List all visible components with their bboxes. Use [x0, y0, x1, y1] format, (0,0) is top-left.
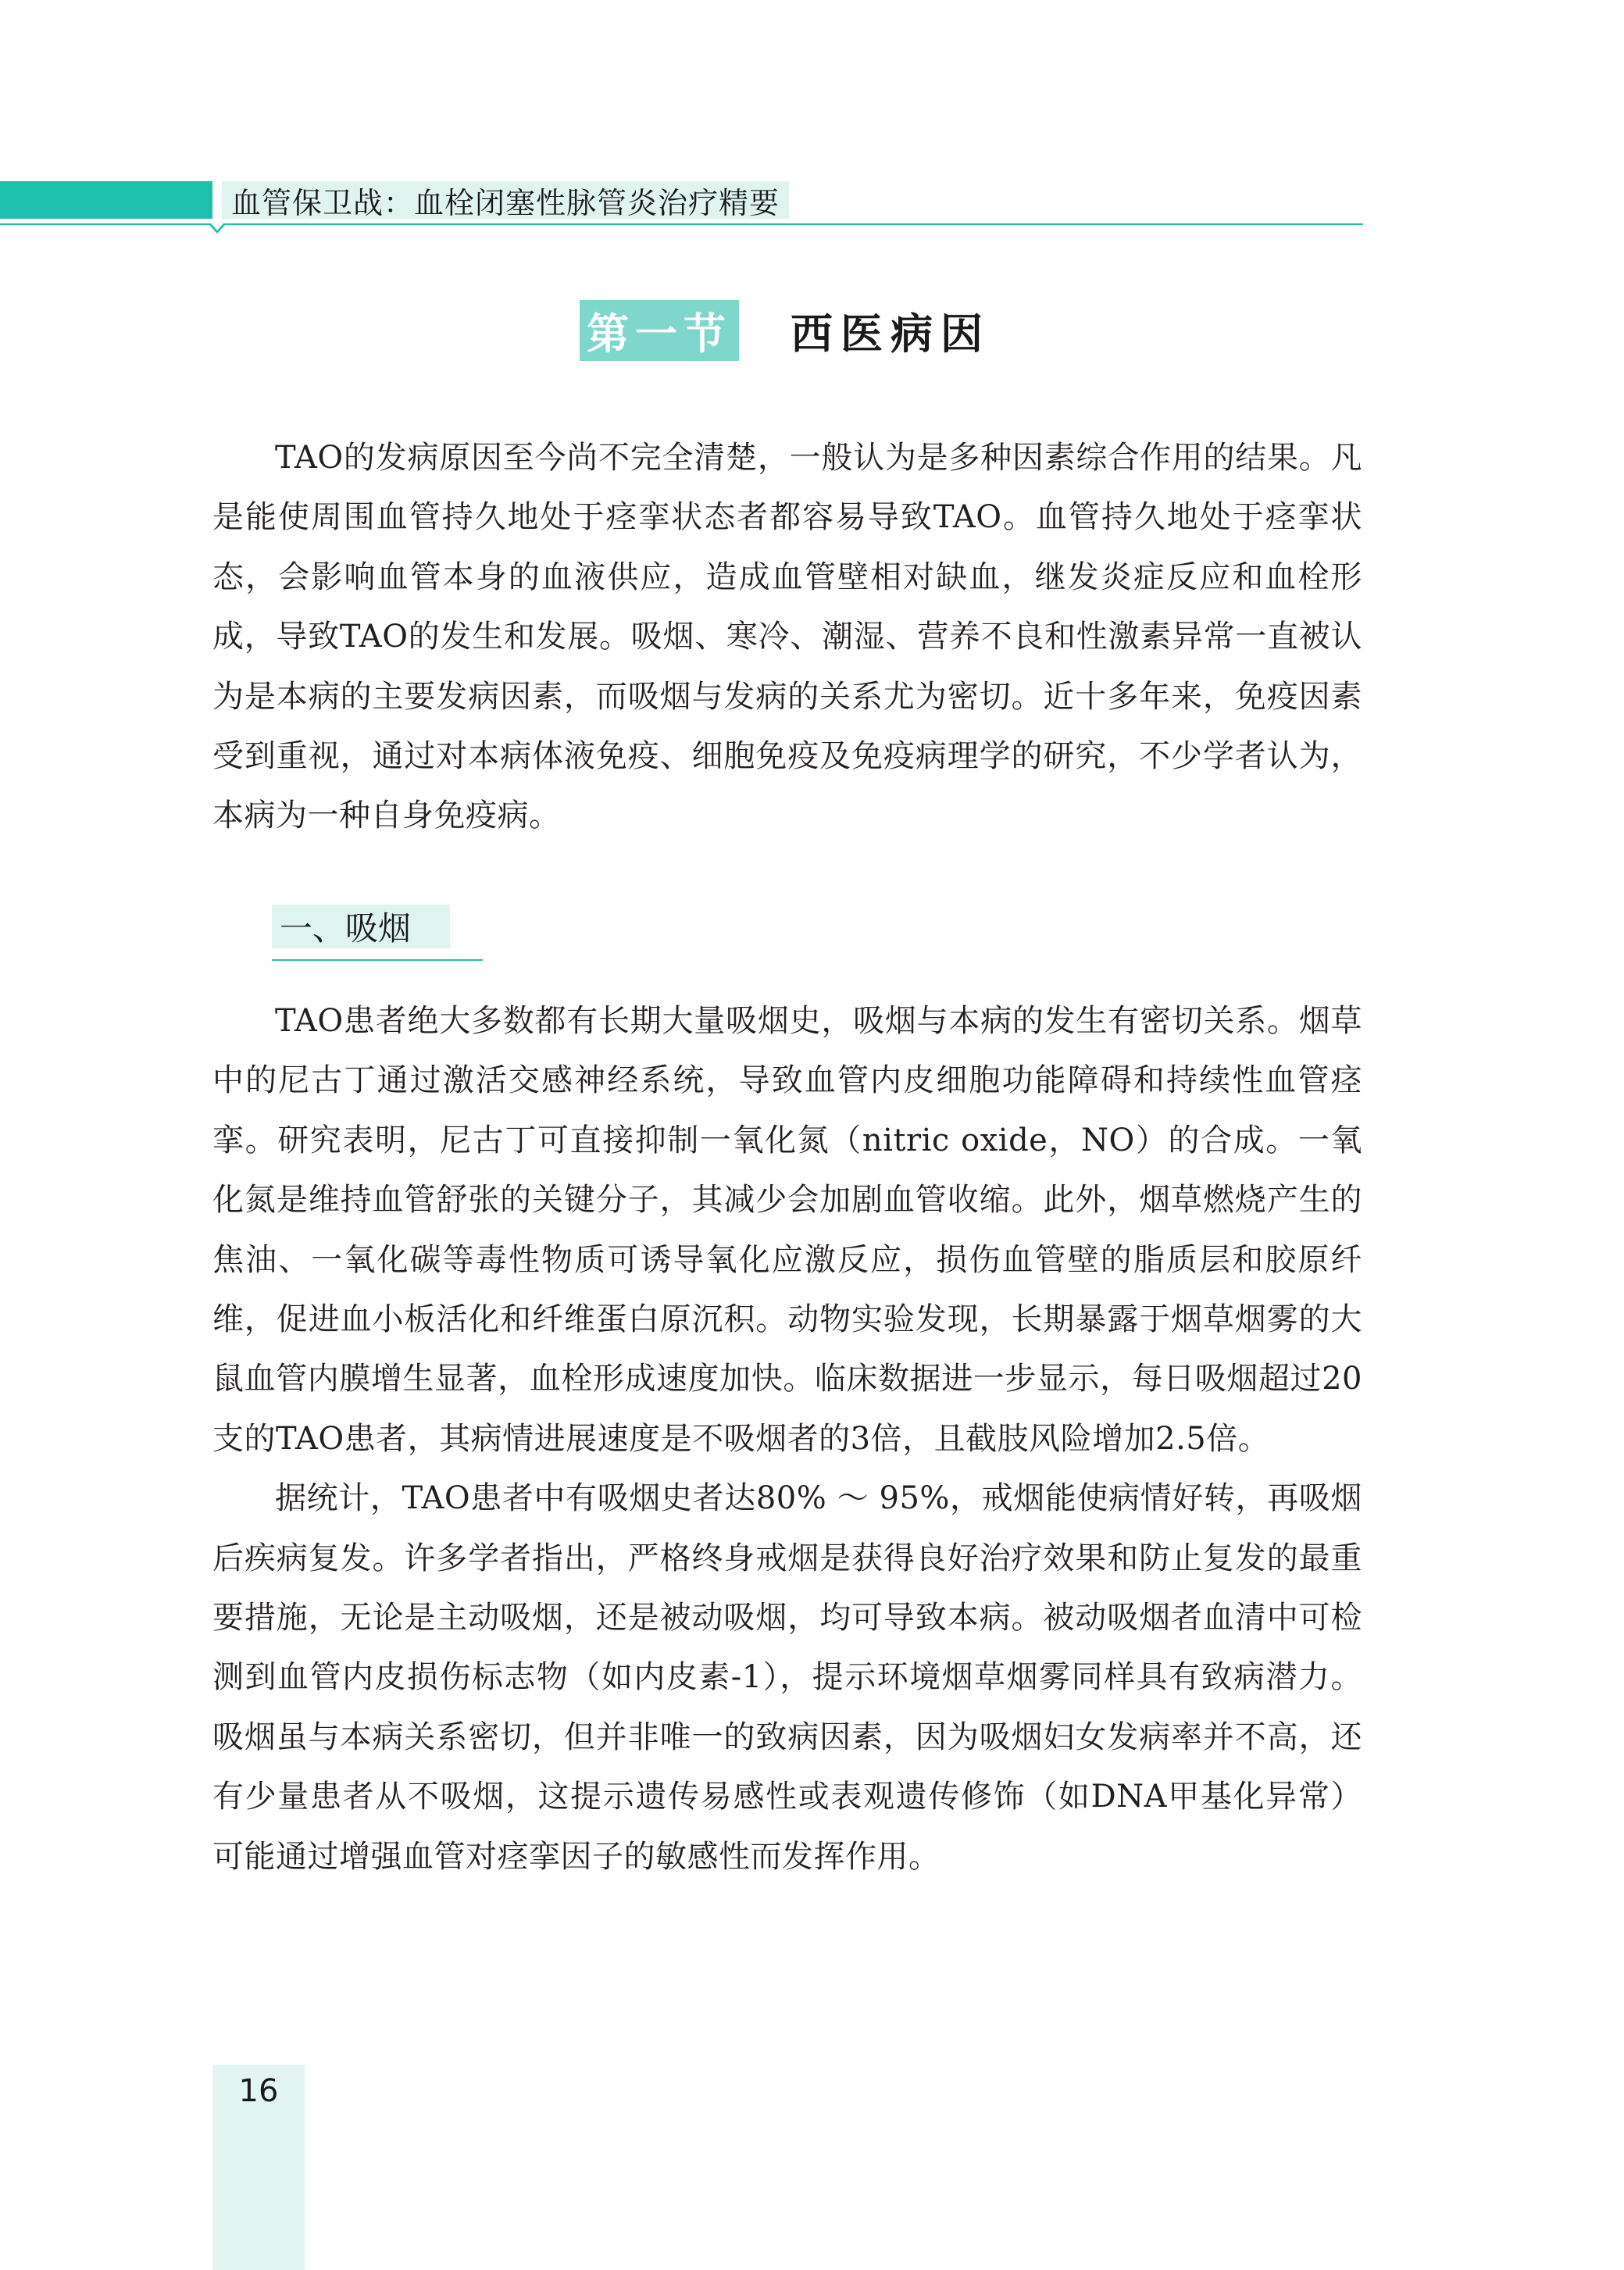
- page-number: 16: [238, 2073, 279, 2109]
- header-rule-notch: [209, 224, 226, 234]
- section-number-label: 第一节: [580, 300, 739, 361]
- subsection-title: 一、吸烟: [280, 909, 412, 948]
- section-heading: [0, 300, 1624, 361]
- subsection-text-block: [212, 991, 1362, 1886]
- header-rule: [0, 223, 1363, 225]
- intro-text-block: [212, 428, 1362, 846]
- book-title: 血管保卫战：血栓闭塞性脉管炎治疗精要: [231, 185, 780, 220]
- running-header-title: [222, 181, 789, 219]
- intro-paragraph: TAO的发病原因至今尚不完全清楚，一般认为是多种因素综合作用的结果。凡是能使周围血管持久地处于痉挛状态者都容易导致TAO。血管持久地处于痉挛状态，会影响血管本身的血液供应，造成血管壁相对缺血，继发炎症反应和血栓形成，导致TAO的发生和发展。吸烟、寒冷、潮湿、营养不良和性激素异常一直被认为是本病的主要发病因素，而吸烟与发病的关系尤为密切。近十多年来，免疫因素受到重视，通过对本病体液免疫、细胞免疫及免疫病理学的研究，不少学者认为，本病为一种自身免疫病。: [212, 440, 1362, 834]
- body-paragraph: 据统计，TAO患者中有吸烟史者达80% ～ 95%，戒烟能使病情好转，再吸烟后疾病复发。许多学者指出，严格终身戒烟是获得良好治疗效果和防止复发的最重要措施，无论是主动吸烟，还是被动吸烟，均可导致本病。被动吸烟者血清中可检测到血管内皮损伤标志物（如内皮素-1），提示环境烟草烟雾同样具有致病潜力。吸烟虽与本病关系密切，但并非唯一的致病因素，因为吸烟妇女发病率并不高，还有少量患者从不吸烟，这提示遗传易感性或表观遗传修饰（如DNA甲基化异常）可能通过增强血管对痉挛因子的敏感性而发挥作用。: [212, 1480, 1362, 1875]
- body-paragraph: TAO患者绝大多数都有长期大量吸烟史，吸烟与本病的发生有密切关系。烟草中的尼古丁通过激活交感神经系统，导致血管内皮细胞功能障碍和持续性血管痉挛。研究表明，尼古丁可直接抑制一氧化氮（nitric oxide，NO）的合成。一氧化氮是维持血管舒张的关键分子，其减少会加剧血管收缩。此外，烟草燃烧产生的焦油、一氧化碳等毒性物质可诱导氧化应激反应，损伤血管壁的脂质层和胶原纤维，促进血小板活化和纤维蛋白原沉积。动物实验发现，长期暴露于烟草烟雾的大鼠血管内膜增生显著，血栓形成速度加快。临床数据进一步显示，每日吸烟超过20支的TAO患者，其病情进展速度是不吸烟者的3倍，且截肢风险增加2.5倍。: [212, 1003, 1362, 1457]
- section-title: 西医病因: [791, 308, 990, 359]
- header-accent-bar: [0, 181, 212, 219]
- subsection-heading: [272, 905, 483, 961]
- subsection-underline: [272, 959, 483, 961]
